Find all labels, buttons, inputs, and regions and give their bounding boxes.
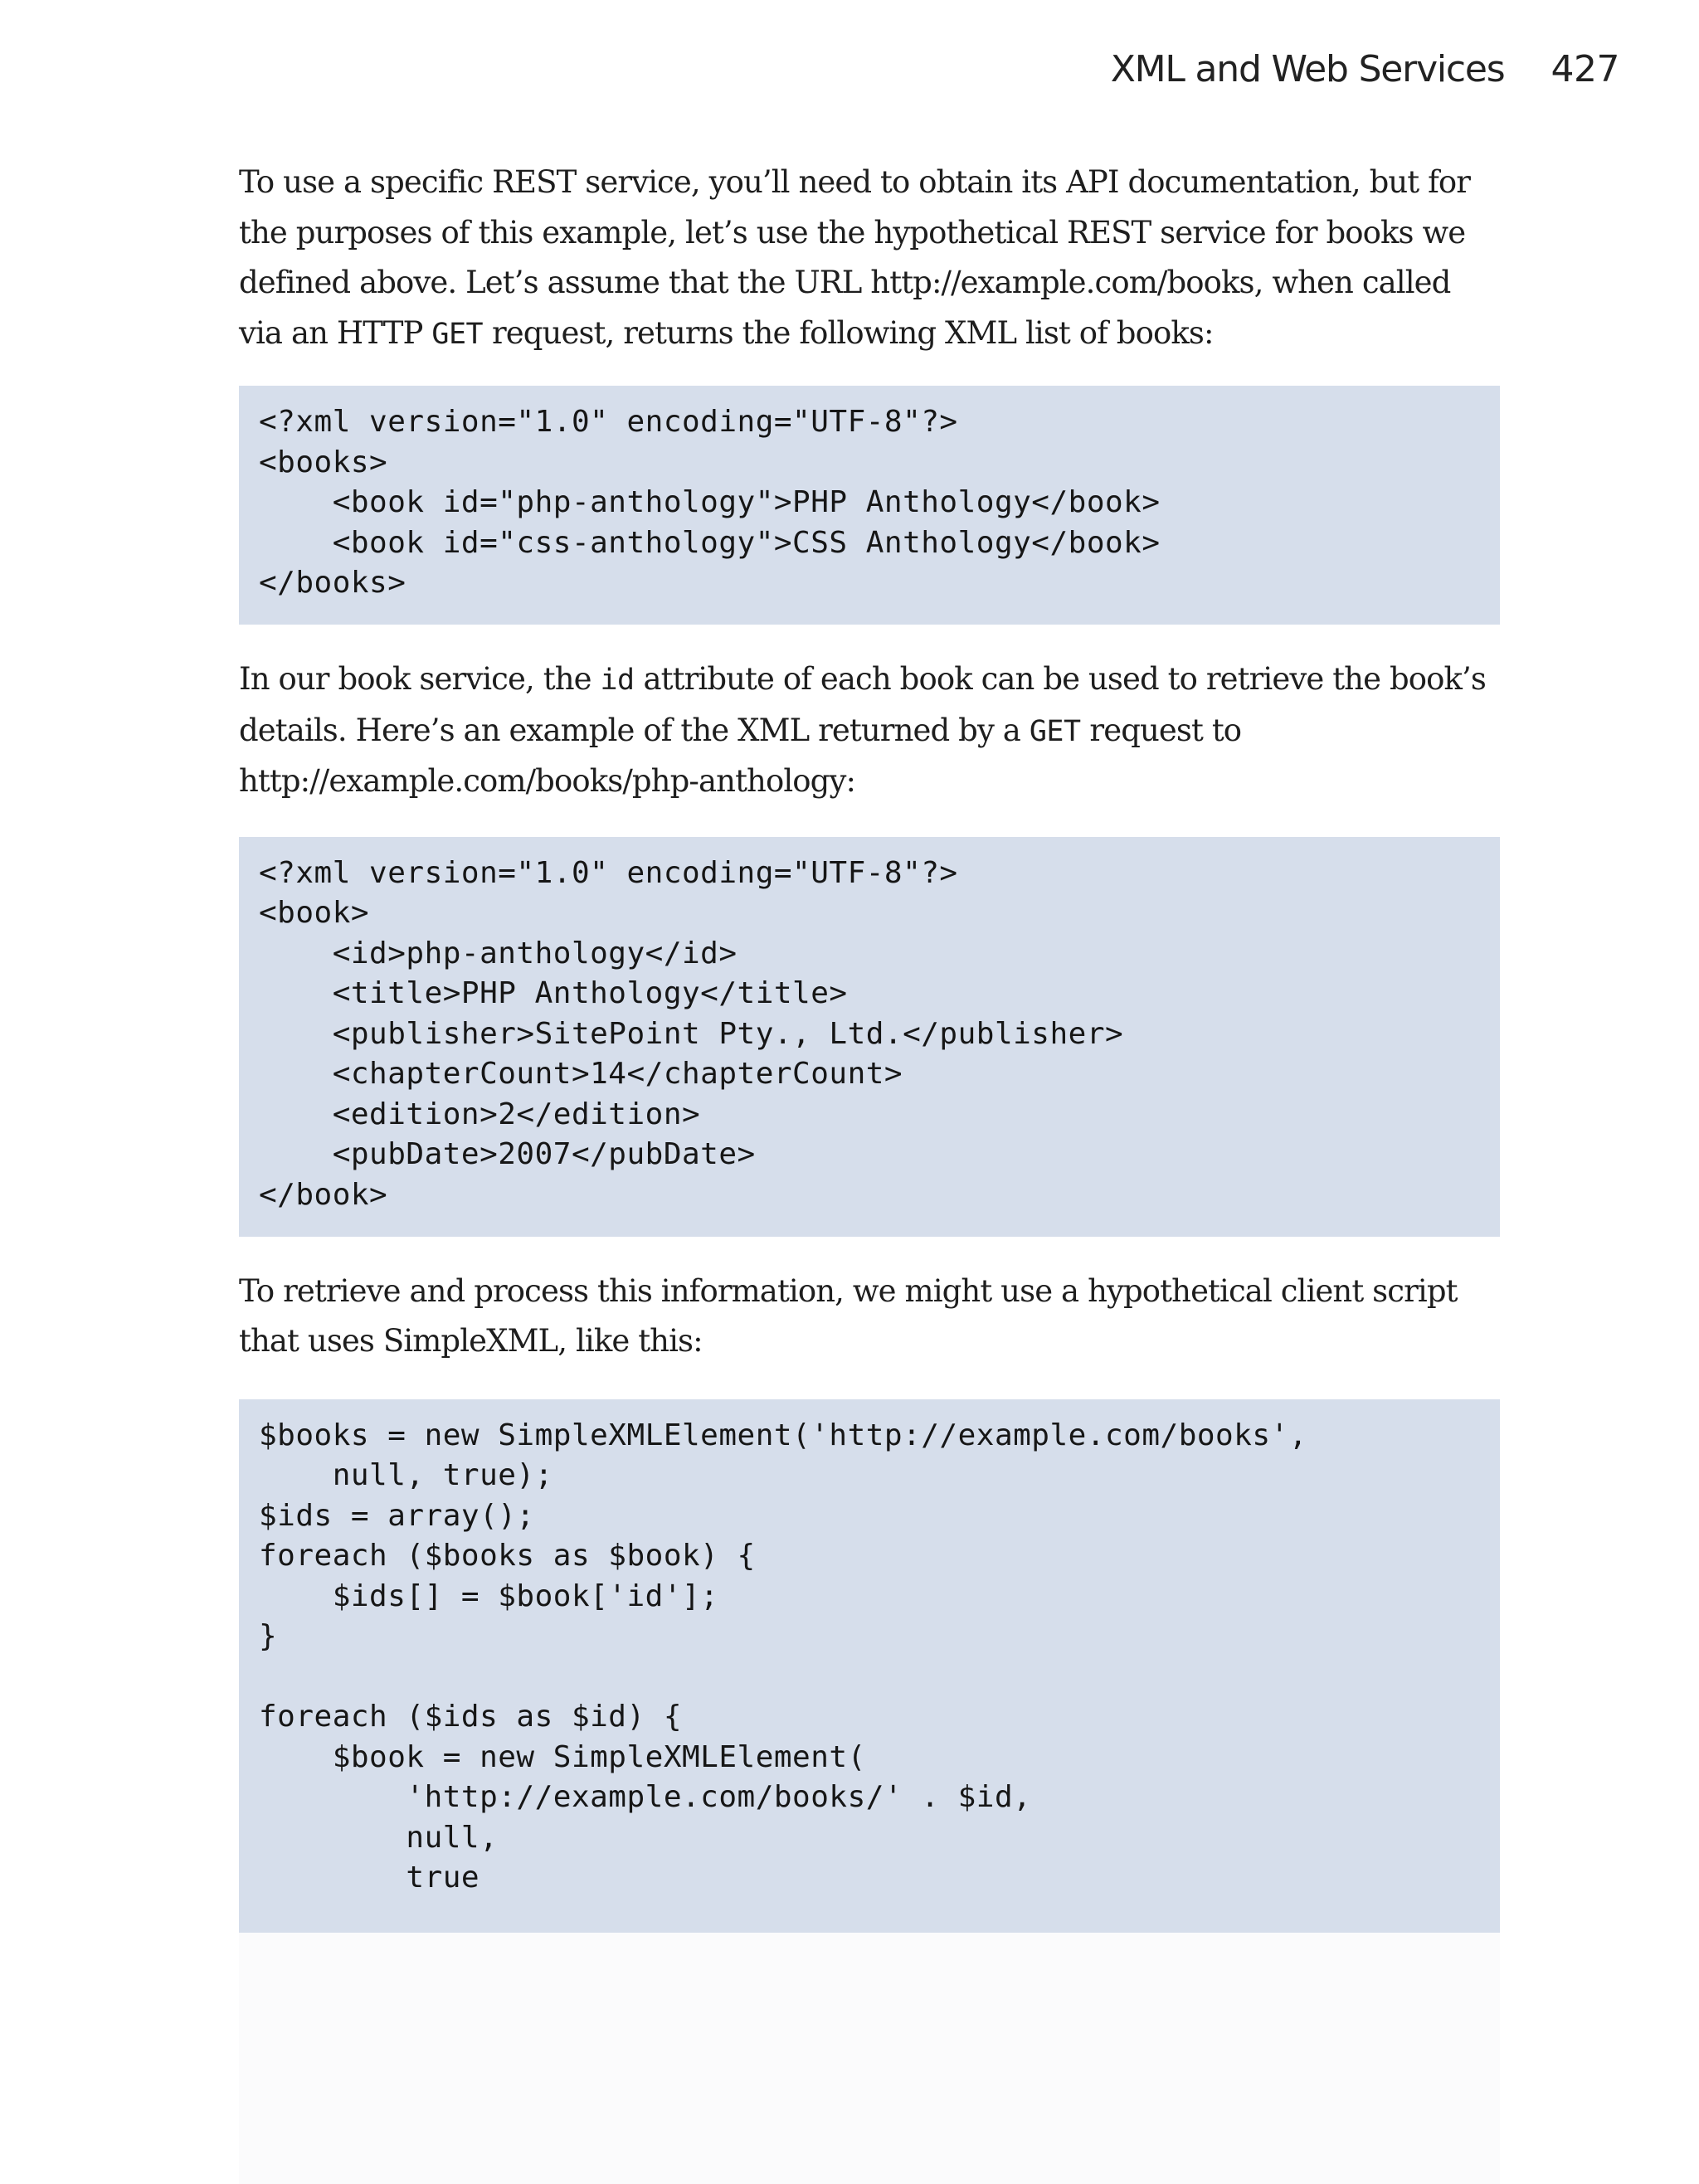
paragraph-text: request, returns the following XML list of books: xyxy=(483,314,1214,351)
paragraph-text: details. Here’s an example of the XML returned by a xyxy=(239,712,1030,748)
inline-code: GET xyxy=(431,317,484,351)
code-line: $ids = array(); xyxy=(259,1498,535,1533)
code-block xyxy=(239,1399,1500,1947)
paragraph-line xyxy=(239,158,1500,208)
paragraph-line xyxy=(239,309,1500,360)
page-number: 427 xyxy=(1551,48,1619,90)
code-line: </books> xyxy=(259,566,406,600)
paragraph xyxy=(239,1267,1500,1367)
code-block xyxy=(239,386,1500,625)
paragraph-line xyxy=(239,1267,1500,1317)
paragraph-line xyxy=(239,756,1500,807)
code-line: null, xyxy=(259,1820,499,1855)
paragraph-text: http://example.com/books/php-anthology: xyxy=(239,763,856,799)
code-line: <book> xyxy=(259,896,370,930)
paragraph-line xyxy=(239,654,1500,706)
page-content xyxy=(239,158,1500,1947)
code-line: foreach ($books as $book) { xyxy=(259,1539,756,1573)
paragraph-text: attribute of each book can be used to retrieve the book’s xyxy=(634,661,1486,697)
paragraph-line xyxy=(239,706,1500,757)
paragraph-line xyxy=(239,208,1500,259)
paragraph-text: defined above. Let’s assume that the URL http://example.com/books, when called xyxy=(239,265,1451,300)
paragraph-text: In our book service, the xyxy=(239,661,601,697)
paragraph-text: the purposes of this example, let’s use the hypothetical REST service for books we xyxy=(239,214,1466,251)
section-title: XML and Web Services xyxy=(1110,48,1505,90)
code-line: <book id="css-anthology">CSS Anthology</book> xyxy=(259,525,1161,560)
code-line: <books> xyxy=(259,445,388,479)
code-line: <edition>2</edition> xyxy=(259,1097,701,1131)
paragraph-text: via an HTTP xyxy=(239,314,432,351)
paragraph-text: To retrieve and process this information, we might use a hypothetical client script xyxy=(239,1272,1458,1309)
code-line: <publisher>SitePoint Pty., Ltd.</publisher> xyxy=(259,1016,1124,1051)
inline-code: id xyxy=(600,664,635,697)
code-line: <chapterCount>14</chapterCount> xyxy=(259,1057,903,1091)
code-line: <?xml version="1.0" encoding="UTF-8"?> xyxy=(259,855,958,890)
code-line: 'http://example.com/books/' . $id, xyxy=(259,1780,1032,1814)
paragraph xyxy=(239,654,1500,807)
inline-code: GET xyxy=(1029,714,1081,748)
code-line: } xyxy=(259,1619,278,1653)
code-line: <id>php-anthology</id> xyxy=(259,936,738,970)
code-line: $ids[] = $book['id']; xyxy=(259,1578,719,1613)
page-bottom-area xyxy=(239,1933,1500,2184)
code-line: $books = new SimpleXMLElement('http://example.com/books', xyxy=(259,1418,1307,1452)
code-line: <?xml version="1.0" encoding="UTF-8"?> xyxy=(259,405,958,439)
code-line: foreach ($ids as $id) { xyxy=(259,1700,682,1734)
paragraph-line xyxy=(239,258,1500,309)
code-line: <book id="php-anthology">PHP Anthology</book> xyxy=(259,485,1161,519)
code-block xyxy=(239,837,1500,1237)
paragraph-line xyxy=(239,1316,1500,1367)
running-header xyxy=(1111,48,1619,90)
code-line: </book> xyxy=(259,1177,388,1212)
paragraph xyxy=(239,158,1500,359)
paragraph-text: that uses SimpleXML, like this: xyxy=(239,1323,703,1359)
code-line: $book = new SimpleXMLElement( xyxy=(259,1739,866,1774)
code-line: true xyxy=(259,1861,480,1895)
code-line: null, true); xyxy=(259,1458,553,1492)
code-line: <pubDate>2007</pubDate> xyxy=(259,1137,756,1171)
paragraph-text: request to xyxy=(1080,712,1242,748)
code-line: <title>PHP Anthology</title> xyxy=(259,976,848,1010)
paragraph-text: To use a specific REST service, you’ll need to obtain its API documentation, but for xyxy=(239,164,1471,200)
code-line xyxy=(259,1657,1480,1698)
